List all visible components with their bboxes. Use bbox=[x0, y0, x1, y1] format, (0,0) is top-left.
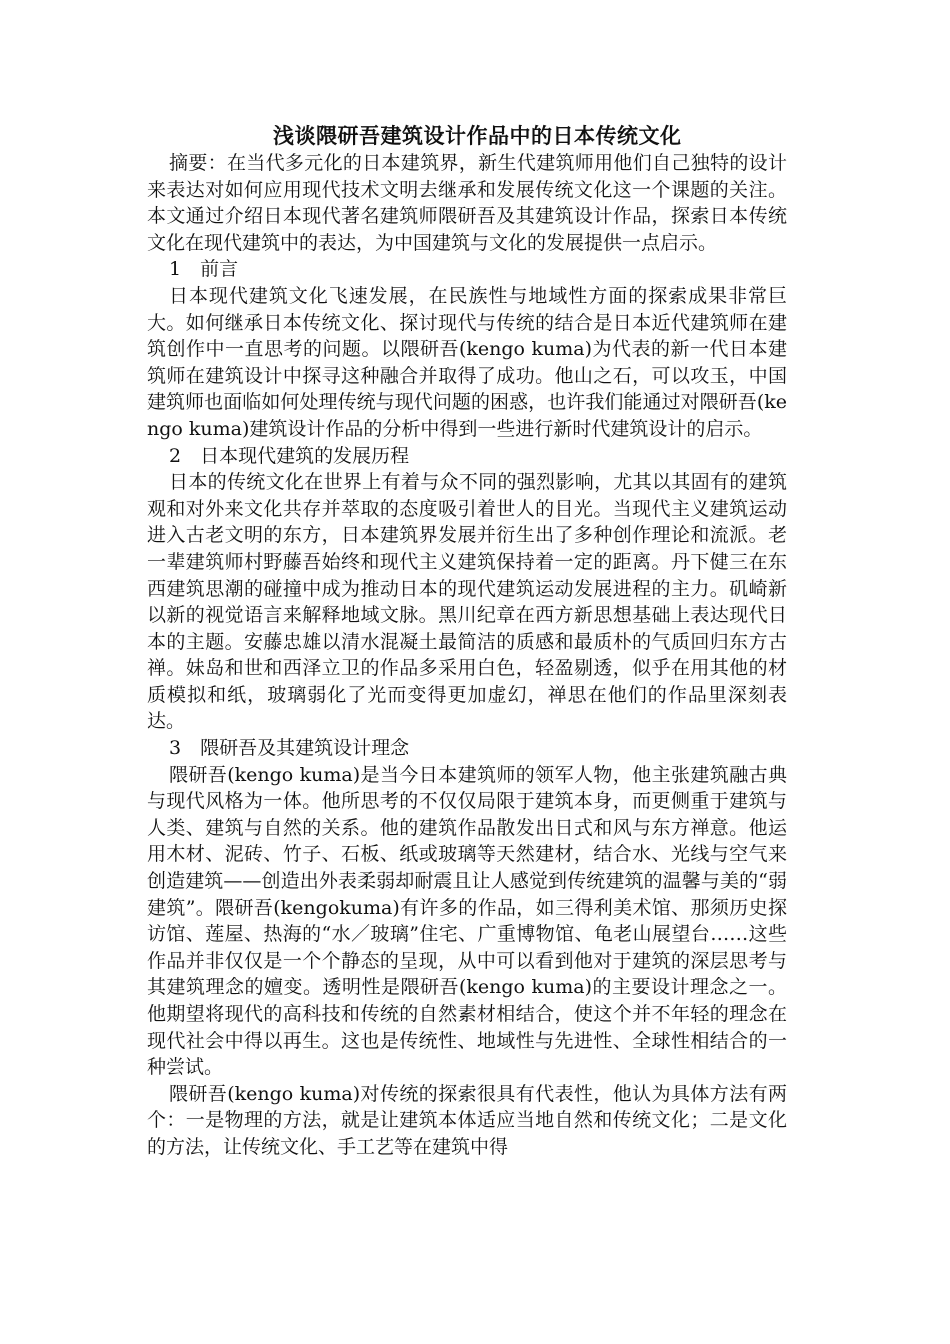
body-paragraph: 隈研吾(kengo kuma)对传统的探索很具有代表性，他认为具体方法有两个：一是物理的方法，就是让建筑本体适应当地自然和传统文化；二是文化的方法，让传统文化、手工艺等在建筑中得 bbox=[147, 1082, 787, 1158]
section-introduction bbox=[147, 256, 787, 442]
body-paragraph: 日本的传统文化在世界上有着与众不同的强烈影响，尤其以其固有的建筑观和对外来文化共存并萃取的态度吸引着世人的目光。当现代主义建筑运动进入古老文明的东方，日本建筑界发展并衍生出了多种创作理论和流派。老一辈建筑师村野藤吾始终和现代主义建筑保持着一定的距离。丹下健三在东西建筑思潮的碰撞中成为推动日本的现代建筑运动发展进程的主力。矶崎新以新的视觉语言来解释地域文脉。黑川纪章在西方新思想基础上表达现代日本的主题。安藤忠雄以清水混凝土最简洁的质感和最质朴的气质回归东方古禅。妹岛和世和西泽立卫的作品多采用白色，轻盈剔透，似乎在用其他的材质模拟和纸，玻璃弱化了光而变得更加虚幻，禅思在他们的作品里深刻表达。 bbox=[147, 471, 787, 733]
section-design-philosophy bbox=[147, 735, 787, 1161]
section-heading: 1 前言 bbox=[169, 258, 239, 281]
section-heading: 3 隈研吾及其建筑设计理念 bbox=[169, 737, 410, 760]
abstract-paragraph: 摘要：在当代多元化的日本建筑界，新生代建筑师用他们自己独特的设计来表达对如何应用现代技术文明去继承和发展传统文化这一个课题的关注。本文通过介绍日本现代著名建筑师隈研吾及其建筑设计作品，探索日本传统文化在现代建筑中的表达，为中国建筑与文化的发展提供一点启示。 bbox=[147, 152, 787, 254]
section-history bbox=[147, 443, 787, 736]
body-paragraph: 日本现代建筑文化飞速发展，在民族性与地域性方面的探索成果非常巨大。如何继承日本传统文化、探讨现代与传统的结合是日本近代建筑师在建筑创作中一直思考的问题。以隈研吾(kengo kuma)为代表的新一代日本建筑师在建筑设计中探寻这种融合并取得了成功。他山之石，可以攻玉，中国建筑师也面临如何处理传统与现代问题的困惑，也许我们能通过对隈研吾(kengo kuma)建筑设计作品的分析中得到一些进行新时代建筑设计的启示。 bbox=[147, 284, 787, 440]
section-heading: 2 日本现代建筑的发展历程 bbox=[169, 444, 410, 467]
document-title: 浅谈隈研吾建筑设计作品中的日本传统文化 bbox=[273, 123, 682, 148]
body-paragraph: 隈研吾(kengo kuma)是当今日本建筑师的领军人物，他主张建筑融古典与现代风格为一体。他所思考的不仅仅局限于建筑本身，而更侧重于建筑与人类、建筑与自然的关系。他的建筑作品散发出日式和风与东方禅意。他运用木材、泥砖、竹子、石板、纸或玻璃等天然建材，结合水、光线与空气来创造建筑——创造出外表柔弱却耐震且让人感觉到传统建筑的温馨与美的“弱建筑”。隈研吾(kengokuma)有许多的作品，如三得利美术馆、那须历史探访馆、莲屋、热海的“水／玻璃”住宅、广重博物馆、龟老山展望台……这些作品并非仅仅是一个个静态的呈现，从中可以看到他对于建筑的深层思考与其建筑理念的嬗变。透明性是隈研吾(kengo kuma)的主要设计理念之一。他期望将现代的高科技和传统的自然素材相结合，使这个并不年轻的理念在现代社会中得以再生。这也是传统性、地域性与先进性、全球性相结合的一种尝试。 bbox=[147, 763, 787, 1079]
document-body bbox=[147, 122, 787, 1161]
